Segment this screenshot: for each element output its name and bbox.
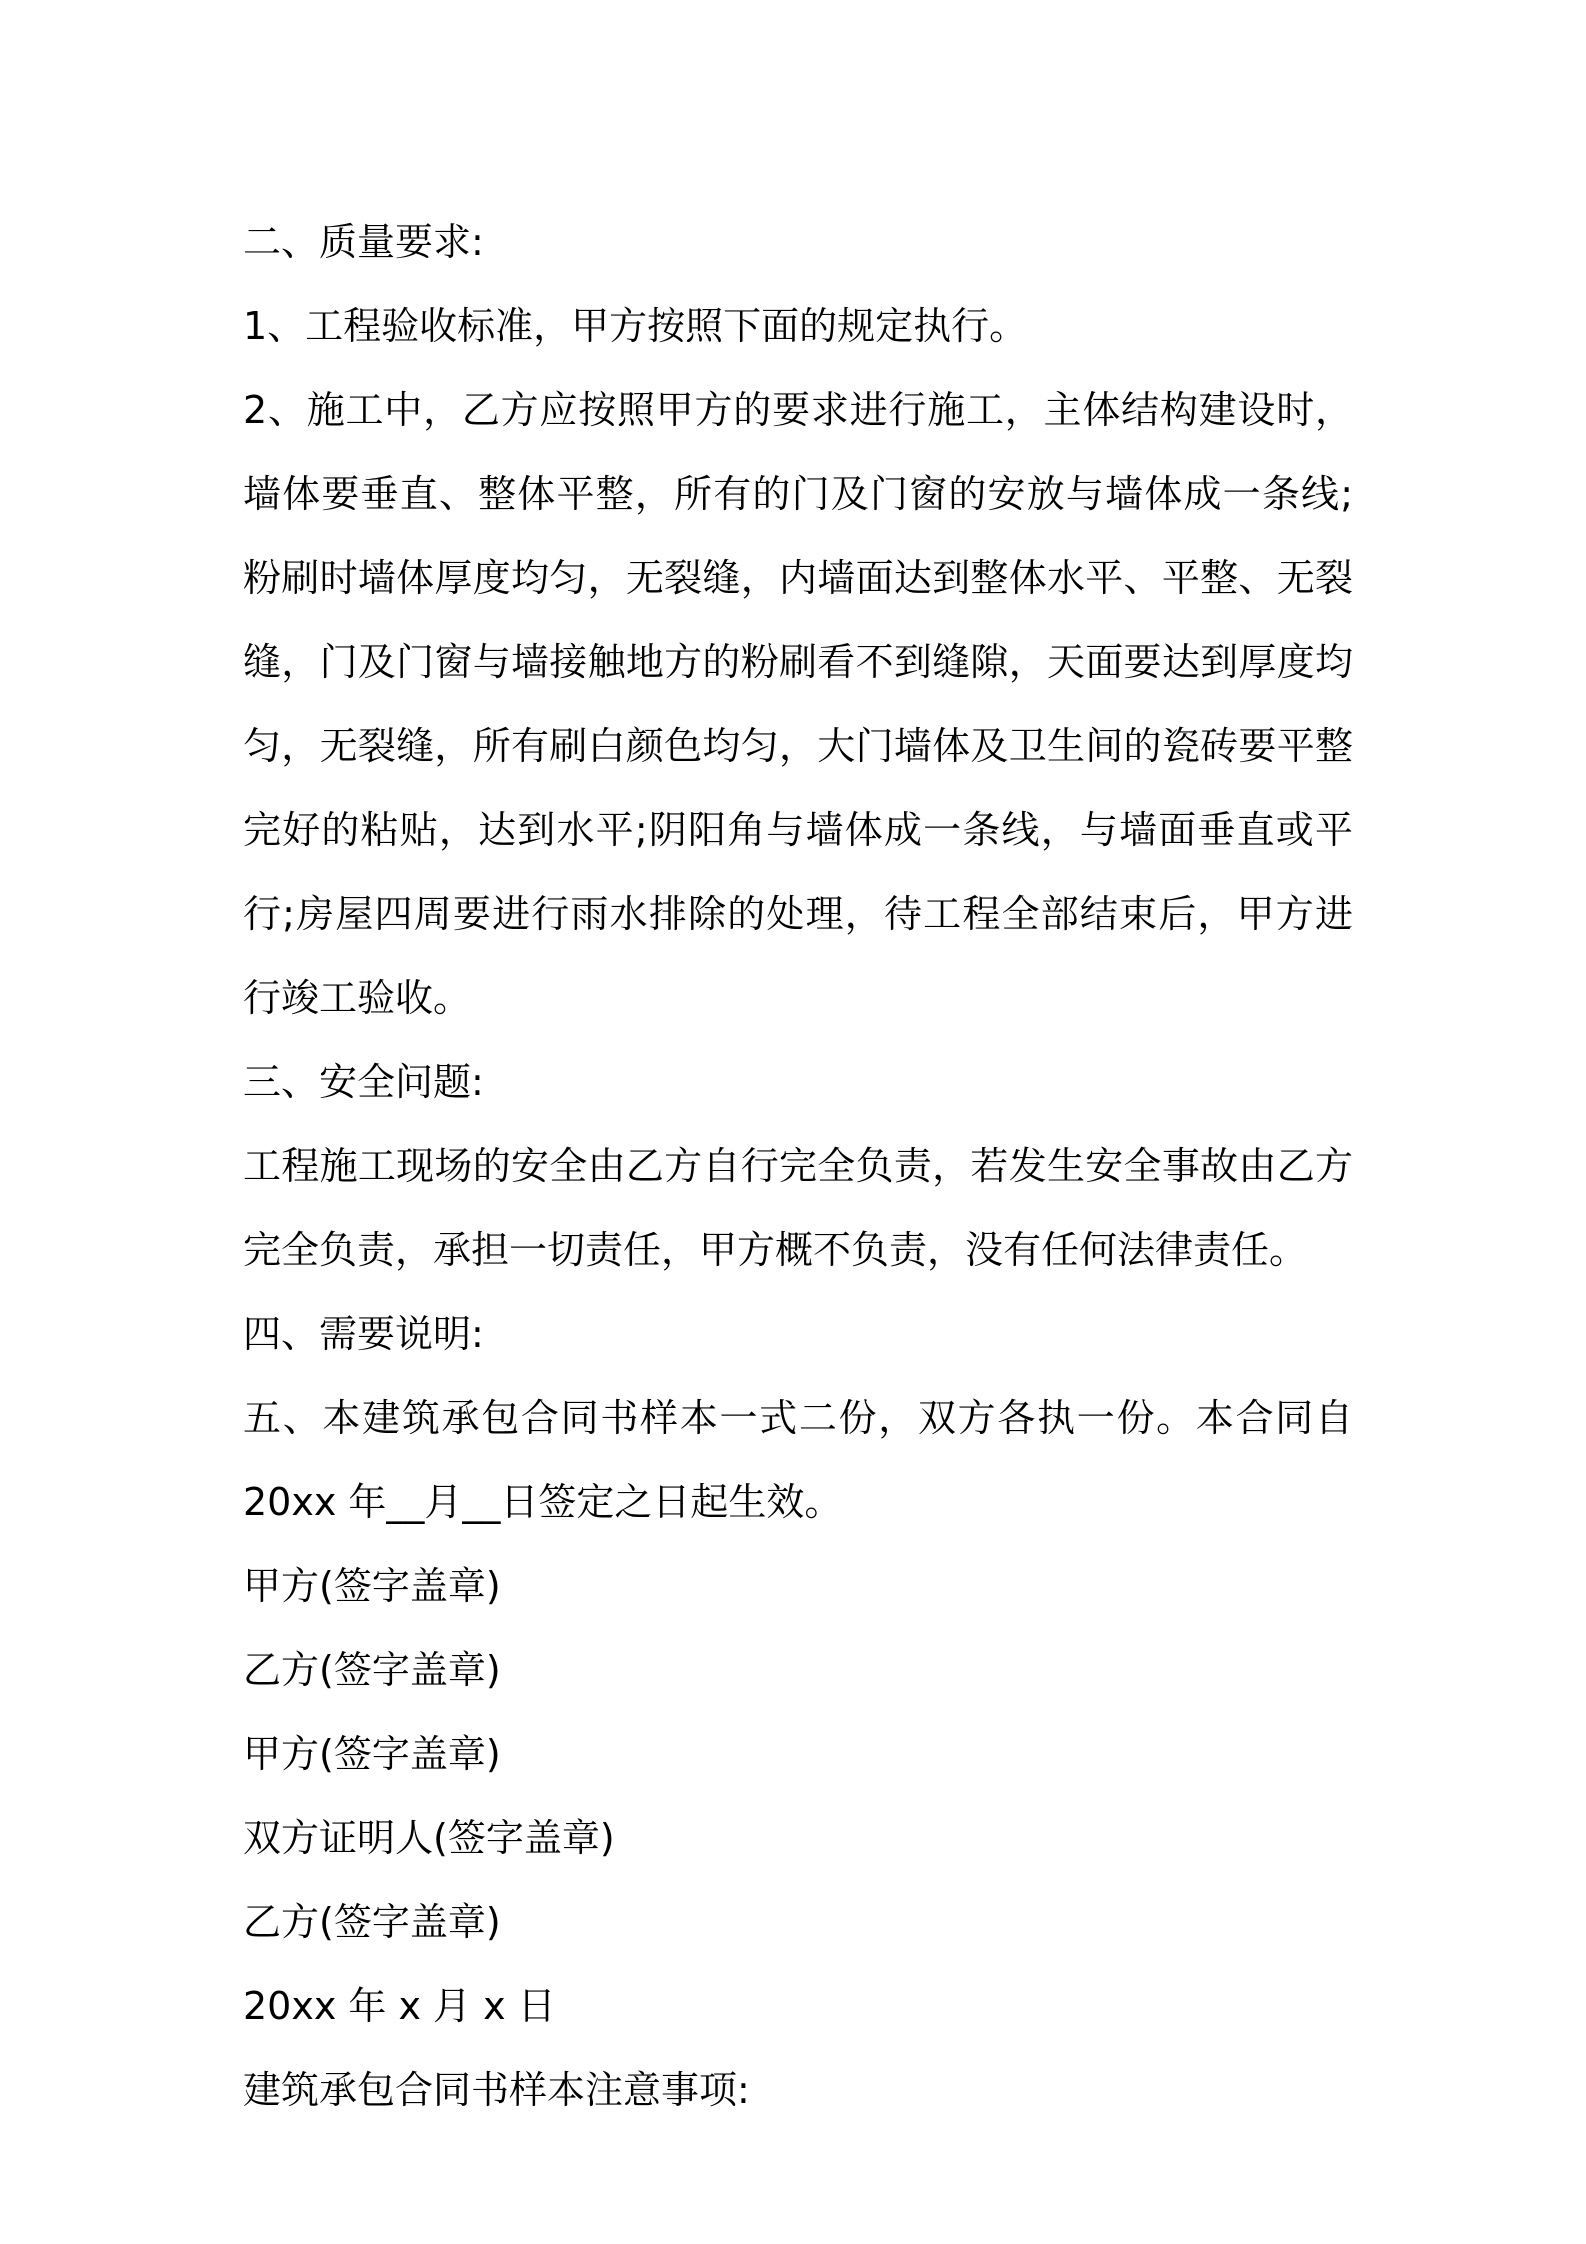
- signature-party-b-2: 乙方(签字盖章): [243, 1900, 501, 1944]
- clause-copies-effective-date: 五、本建筑承包合同书样本一式二份，双方各执一份。本合同自 20xx 年__月__日签定之日起生效。: [243, 1396, 1353, 1524]
- signature-party-a-1: 甲方(签字盖章): [243, 1564, 501, 1608]
- section-heading-notes: 四、需要说明:: [243, 1312, 484, 1356]
- signature-party-b-1: 乙方(签字盖章): [243, 1648, 501, 1692]
- document-body: [243, 200, 1353, 2132]
- signature-party-a-2: 甲方(签字盖章): [243, 1732, 501, 1776]
- section-heading-precautions: 建筑承包合同书样本注意事项:: [243, 2068, 750, 2112]
- clause-safety-responsibility: 工程施工现场的安全由乙方自行完全负责，若发生安全事故由乙方完全负责，承担一切责任，甲方概不负责，没有任何法律责任。: [243, 1144, 1353, 1272]
- section-heading-safety: 三、安全问题:: [243, 1060, 484, 1104]
- signature-witness: 双方证明人(签字盖章): [243, 1816, 615, 1860]
- signing-date: 20xx 年 x 月 x 日: [243, 1984, 556, 2028]
- clause-acceptance-standard: 1、工程验收标准，甲方按照下面的规定执行。: [243, 304, 1028, 348]
- clause-construction-requirements: 2、施工中，乙方应按照甲方的要求进行施工，主体结构建设时，墙体要垂直、整体平整，所有的门及门窗的安放与墙体成一条线;粉刷时墙体厚度均匀，无裂缝，内墙面达到整体水平、平整、无裂缝，门及门窗与墙接触地方的粉刷看不到缝隙，天面要达到厚度均匀，无裂缝，所有刷白颜色均匀，大门墙体及卫生间的瓷砖要平整完好的粘贴，达到水平;阴阳角与墙体成一条线，与墙面垂直或平行;房屋四周要进行雨水排除的处理，待工程全部结束后，甲方进行竣工验收。: [243, 388, 1353, 1020]
- section-heading-quality: 二、质量要求:: [243, 220, 484, 264]
